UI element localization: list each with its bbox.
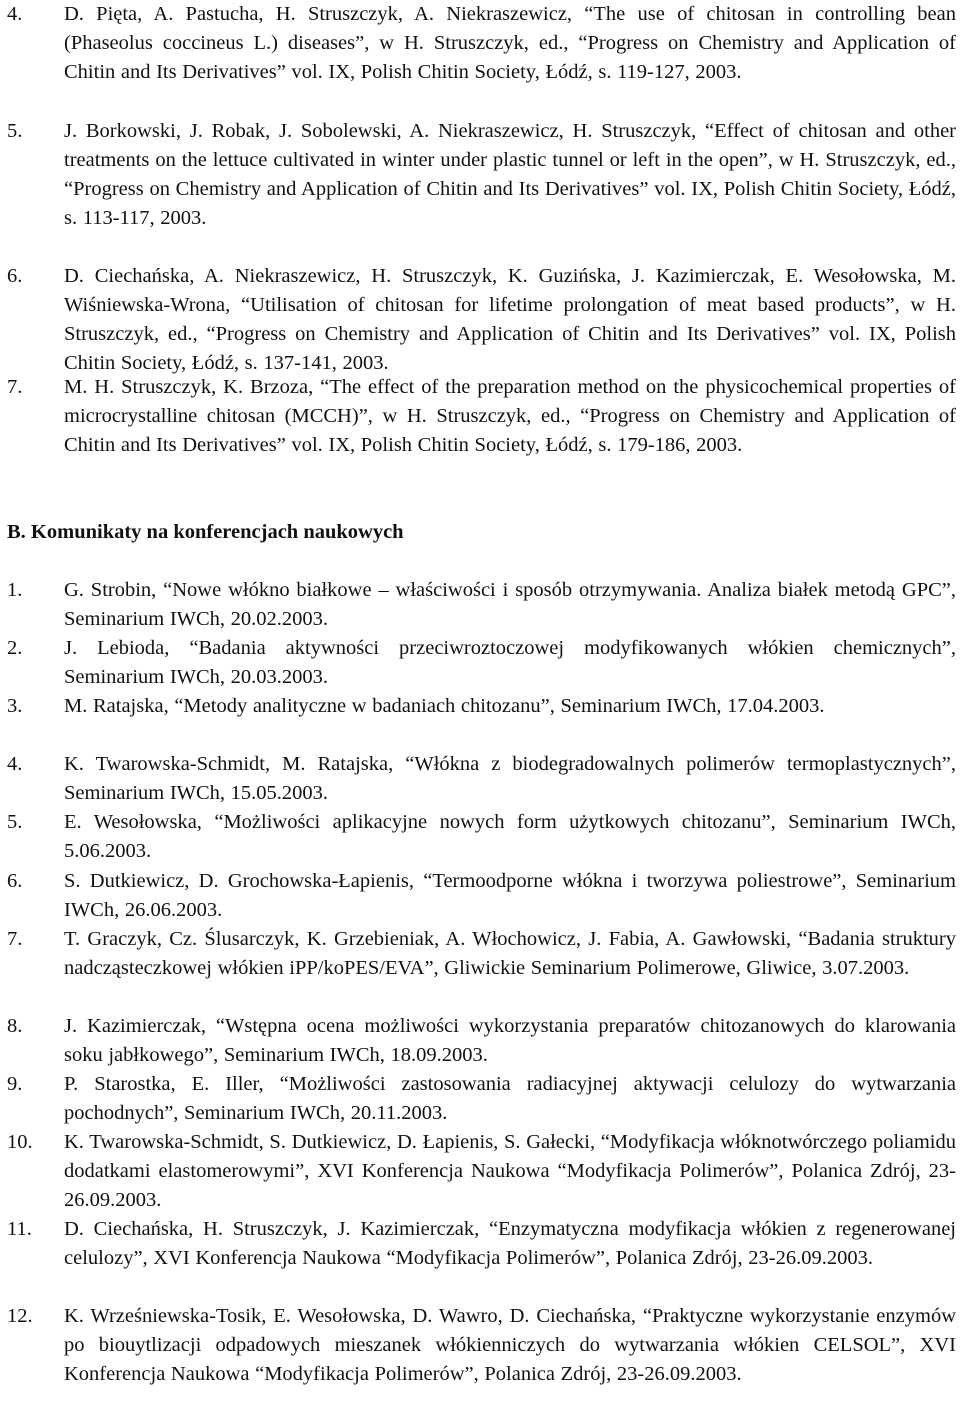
communication-entry-6 xyxy=(0,867,960,925)
communication-entry-4 xyxy=(0,750,960,808)
communication-entry-11 xyxy=(0,1215,960,1273)
entry-number: 5. xyxy=(7,811,23,833)
entry-number: 3. xyxy=(7,695,23,717)
entry-text: J. Lebioda, “Badania aktywności przeciwroztoczowej modyfikowanych włókien chemicznych”, Seminarium IWCh, 20.03.2003. xyxy=(64,637,956,689)
entry-text: D. Ciechańska, A. Niekraszewicz, H. Struszczyk, K. Guzińska, J. Kazimierczak, E. Wesołowska, M. Wiśniewska-Wrona, “Utilisation of chitosan for lifetime prolongation of meat based products”, w H. Struszczyk, ed., “Progress on Chemistry and Application of Chitin and Its Derivatives” vol. IX, Polish Chitin Society, Łódź, s. 137-141, 2003. xyxy=(64,265,956,375)
entry-text: K. Wrześniewska-Tosik, E. Wesołowska, D. Wawro, D. Ciechańska, “Praktyczne wykorzystanie enzymów po biouytlizacji odpadowych mieszanek włókienniczych do wytwarzania włókien CELSOL”, XVI Konferencja Naukowa “Modyfikacja Polimerów”, Polanica Zdrój, 23-26.09.2003. xyxy=(64,1305,956,1386)
communication-entry-7 xyxy=(0,925,960,983)
entry-number: 9. xyxy=(7,1073,23,1095)
entry-number: 11. xyxy=(7,1218,32,1240)
entry-text: J. Borkowski, J. Robak, J. Sobolewski, A. Niekraszewicz, H. Struszczyk, “Effect of chitosan and other treatments on the lettuce cultivated in winter under plastic tunnel or left in the open”, w H. Struszczyk, ed., “Progress on Chemistry and Application of Chitin and Its Derivatives” vol. IX, Polish Chitin Society, Łódź, s. 113-117, 2003. xyxy=(64,120,956,230)
entry-number: 7. xyxy=(7,928,23,950)
entry-text: K. Twarowska-Schmidt, M. Ratajska, “Włókna z biodegradowalnych polimerów termoplastycznych”, Seminarium IWCh, 15.05.2003. xyxy=(64,753,956,805)
communication-entry-1 xyxy=(0,576,960,634)
entry-number: 2. xyxy=(7,637,23,659)
entry-text: P. Starostka, E. Iller, “Możliwości zastosowania radiacyjnej aktywacji celulozy do wytwarzania pochodnych”, Seminarium IWCh, 20.11.2003. xyxy=(64,1073,956,1125)
communication-entry-10 xyxy=(0,1128,960,1215)
entry-number: 12. xyxy=(7,1305,33,1327)
entry-text: T. Graczyk, Cz. Ślusarczyk, K. Grzebieniak, A. Włochowicz, J. Fabia, A. Gawłowski, “Badania struktury nadcząsteczkowej włókien iPP/koPES/EVA”, Gliwickie Seminarium Polimerowe, Gliwice, 3.07.2003. xyxy=(64,928,956,980)
entry-number: 10. xyxy=(7,1131,33,1153)
entry-number: 6. xyxy=(7,265,23,287)
entry-text: S. Dutkiewicz, D. Grochowska-Łapienis, “Termoodporne włókna i tworzywa poliestrowe”, Seminarium IWCh, 26.06.2003. xyxy=(64,870,956,922)
publication-entry-5 xyxy=(0,117,960,233)
entry-text: J. Kazimierczak, “Wstępna ocena możliwości wykorzystania preparatów chitozanowych do klarowania soku jabłkowego”, Seminarium IWCh, 18.09.2003. xyxy=(64,1015,956,1067)
entry-number: 8. xyxy=(7,1015,23,1037)
entry-text: K. Twarowska-Schmidt, S. Dutkiewicz, D. Łapienis, S. Gałecki, “Modyfikacja włóknotwórczego poliamidu dodatkami elastomerowymi”, XVI Konferencja Naukowa “Modyfikacja Polimerów”, Polanica Zdrój, 23-26.09.2003. xyxy=(64,1131,956,1212)
communication-entry-12 xyxy=(0,1302,960,1389)
entry-text: G. Strobin, “Nowe włókno białkowe – właściwości i sposób otrzymywania. Analiza białek metodą GPC”, Seminarium IWCh, 20.02.2003. xyxy=(64,579,956,631)
entry-number: 1. xyxy=(7,579,23,601)
entry-number: 4. xyxy=(7,3,23,25)
publication-entry-7 xyxy=(0,373,960,460)
entry-text: D. Ciechańska, H. Struszczyk, J. Kazimierczak, “Enzymatyczna modyfikacja włókien z regenerowanej celulozy”, XVI Konferencja Naukowa “Modyfikacja Polimerów”, Polanica Zdrój, 23-26.09.2003. xyxy=(64,1218,956,1270)
publication-entry-6 xyxy=(0,262,960,378)
entry-text: M. Ratajska, “Metody analityczne w badaniach chitozanu”, Seminarium IWCh, 17.04.2003. xyxy=(64,695,825,717)
communication-entry-9 xyxy=(0,1070,960,1128)
entry-text: E. Wesołowska, “Możliwości aplikacyjne nowych form użytkowych chitozanu”, Seminarium IWCh, 5.06.2003. xyxy=(64,811,956,863)
communication-entry-3 xyxy=(0,692,960,721)
communication-entry-2 xyxy=(0,634,960,692)
publication-entry-4 xyxy=(0,0,960,87)
entry-text: M. H. Struszczyk, K. Brzoza, “The effect of the preparation method on the physicochemical properties of microcrystalline chitosan (MCCH)”, w H. Struszczyk, ed., “Progress on Chemistry and Application of Chitin and Its Derivatives” vol. IX, Polish Chitin Society, Łódź, s. 179-186, 2003. xyxy=(64,376,956,457)
entry-number: 4. xyxy=(7,753,23,775)
section-heading: B. Komunikaty na konferencjach naukowych xyxy=(7,521,404,543)
entry-number: 5. xyxy=(7,120,23,142)
entry-number: 6. xyxy=(7,870,23,892)
communication-entry-8 xyxy=(0,1012,960,1070)
entry-number: 7. xyxy=(7,376,23,398)
communication-entry-5 xyxy=(0,808,960,866)
entry-text: D. Pięta, A. Pastucha, H. Struszczyk, A. Niekraszewicz, “The use of chitosan in controlling bean (Phaseolus coccineus L.) diseases”, w H. Struszczyk, ed., “Progress on Chemistry and Application of Chitin and Its Derivatives” vol. IX, Polish Chitin Society, Łódź, s. 119-127, 2003. xyxy=(64,3,956,84)
